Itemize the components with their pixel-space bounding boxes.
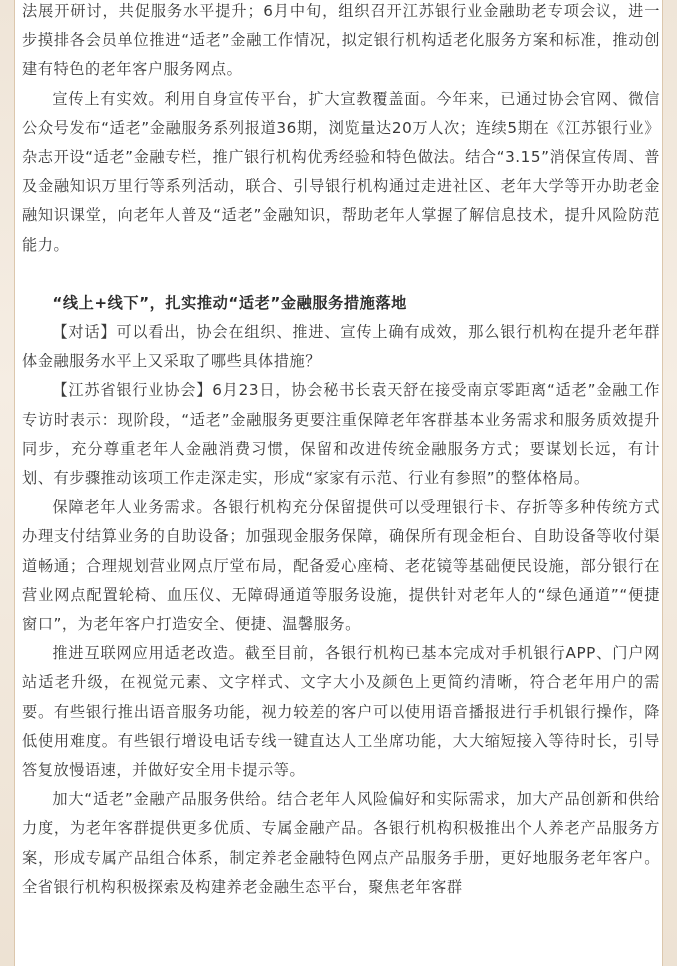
paragraph-product-supply: 加大“适老”金融产品服务供给。结合老年人风险偏好和实际需求，加大产品创新和供给力度，为老年客群提供更多优质、专属金融产品。各银行机构积极推出个人养老产品服务方案，形成专属产品组合体系，制定养老金融特色网点产品服务手册，更好地服务老年客户。全省银行机构积极探索及构建养老金融生态平台，聚焦老年客群 xyxy=(22,790,660,896)
paragraph-internet-adaptation: 推进互联网应用适老改造。截至目前，各银行机构已基本完成对手机银行APP、门户网站适老升级，在视觉元素、文字样式、文字大小及颜色上更简约清晰，符合老年用户的需要。有些银行推出语音服务功能，视力较差的客户可以使用语音播报进行手机银行操作，降低使用难度。有些银行增设电话专线一键直达人工坐席功能，大大缩短接入等待时长，引导答复放慢语速，并做好安全用卡提示等。 xyxy=(22,644,660,780)
left-page-margin xyxy=(0,0,14,966)
paragraph-dialogue-question: 【对话】可以看出，协会在组织、推进、宣传上确有成效，那么银行机构在提升老年群体金融服务水平上又采取了哪些具体措施？ xyxy=(22,323,660,371)
paragraph-association-answer: 【江苏省银行业协会】6月23日，协会秘书长袁天舒在接受南京零距离“适老”金融工作专访时表示：现阶段，“适老”金融服务更要注重保障老年客群基本业务需求和服务质效提升同步，充分尊重老年人金融消费习惯，保留和改进传统金融服务方式；要谋划长远，有计划、有步骤推动该项工作走深走实，形成“家家有示范、行业有参照”的整体格局。 xyxy=(22,381,660,488)
paragraph-spacer xyxy=(22,260,660,289)
paragraph-business-needs: 保障老年人业务需求。各银行机构充分保留提供可以受理银行卡、存折等多种传统方式办理支付结算业务的自助设备；加强现金服务保障，确保所有现金柜台、自助设备等收付渠道畅通；合理规划营业网点厅堂布局，配备爱心座椅、老花镜等基础便民设施，部分银行在营业网点配置轮椅、血压仪、无障碍通道等服务设施，提供针对老年人的“绿色通道”“便捷窗口”，为老年客户打造安全、便捷、温馨服务。 xyxy=(22,498,660,634)
paragraph-publicity: 宣传上有实效。利用自身宣传平台，扩大宣教覆盖面。今年来，已通过协会官网、微信公众号发布“适老”金融服务系列报道36期，浏览量达20万人次；连续5期在《江苏银行业》杂志开设“适老”金融专栏，推广银行机构优秀经验和特色做法。结合“3.15”消保宣传周、普及金融知识万里行等系列活动，联合、引导银行机构通过走进社区、老年大学等开办助老金融知识课堂，向老年人普及“适老”金融知识，帮助老年人掌握了解信息技术，提升风险防范能力。 xyxy=(22,89,660,254)
section-heading: “线上+线下”，扎实推动“适老”金融服务措施落地 xyxy=(52,293,407,312)
paragraph-seminar-meeting: 法展开研讨，共促服务水平提升；6月中旬，组织召开江苏银行业金融助老专项会议，进一步摸排各会员单位推进“适老”金融工作情况，拟定银行机构适老化服务方案和标准，推动创建有特色的老年客户服务网点。 xyxy=(22,2,660,79)
right-page-margin xyxy=(663,0,677,966)
article-container[interactable] xyxy=(14,0,663,966)
article-body xyxy=(22,0,660,902)
